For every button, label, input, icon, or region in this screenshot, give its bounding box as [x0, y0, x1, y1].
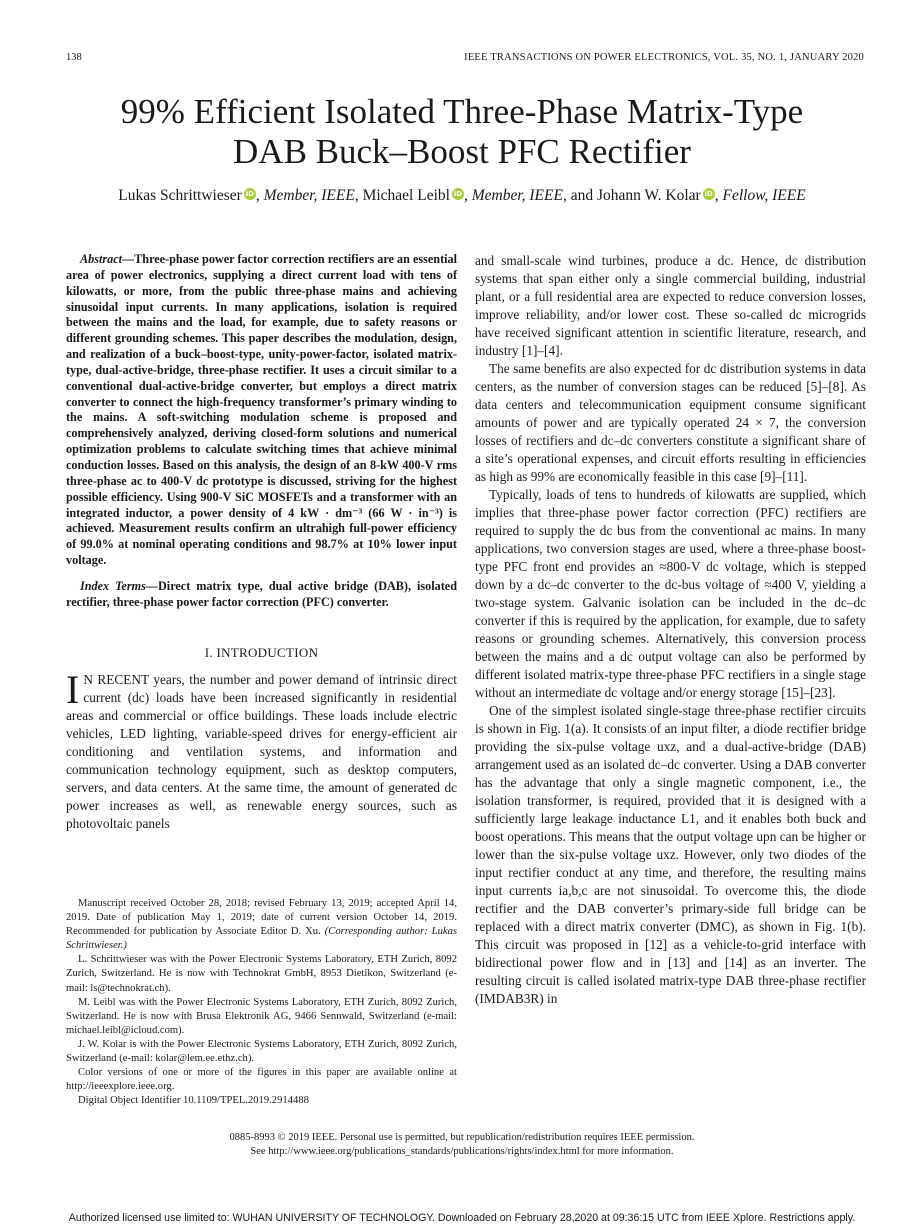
footnote-author-1: L. Schrittwieser was with the Power Electronic Systems Laboratory, ETH Zurich, 8092 Zurich, Switzerland. He is now with Technokrat GmbH, 8953 Dietikon, Switzerland (e-mail: ls@technokrat.ch).: [66, 954, 457, 994]
orcid-icon[interactable]: iD: [245, 190, 254, 198]
footnote-author-3: J. W. Kolar is with the Power Electronic Systems Laboratory, ETH Zurich, 8092 Zurich, Switzerland (e-mail: kolar@lem.ee.ethz.ch).: [66, 1038, 457, 1065]
author-1-name: Lukas Schrittwieser: [118, 187, 242, 204]
copyright-notice: [40, 1131, 884, 1159]
index-terms-label: Index Terms—: [80, 578, 158, 593]
right-paragraph-2: The same benefits are also expected for dc distribution systems in data centers, as the number of conversion stages can be reduced [5]–[8]. As data centers and telecommunication equipment consume significant amounts of power and are typically operated 24 × 7, the conversion losses of rectifiers and dc–dc converters constitute a significant share of a site’s operational expenses, and circuit efforts resulting in efficiencies as high as 99% are economically feasible in this case [9]–[11].: [475, 361, 866, 484]
index-terms: [66, 579, 457, 611]
paper-title: [40, 92, 884, 172]
footnote-doi: Digital Object Identifier 10.1109/TPEL.2019.2914488: [78, 1095, 309, 1107]
orcid-icon[interactable]: iD: [704, 190, 713, 198]
intro-paragraph-1-text: N RECENT years, the number and power demand of intrinsic direct current (dc) loads have been increased significantly in residential areas and commercial or office buildings. These loads include electric vehicles, LED lighting, variable-speed drives for energy-efficient air conditioning and ventilation systems, and information and communication technology equipment, such as desktop computers, servers, and data centers. At the same time, the amount of generated dc power increases as well, as renewable energy sources, such as photovoltaic panels: [66, 671, 457, 831]
author-1-role: Member, IEEE: [263, 187, 355, 204]
author-conjunction: , and: [562, 187, 597, 204]
drop-cap: I: [66, 666, 80, 712]
footnote-manuscript: [66, 897, 457, 953]
index-terms-text: Direct matrix type, dual active bridge (DAB), isolated rectifier, three-phase power factor correction (PFC) converter.: [66, 578, 457, 609]
title-line-1: 99% Efficient Isolated Three-Phase Matrix-Type: [120, 92, 804, 131]
journal-header: IEEE TRANSACTIONS ON POWER ELECTRONICS, VOL. 35, NO. 1, JANUARY 2020: [464, 52, 864, 63]
section-heading-introduction: I. INTRODUCTION: [204, 644, 319, 660]
author-3-role: Fellow, IEEE: [722, 187, 806, 204]
copyright-line-2: See http://www.ieee.org/publications_standards/publications/rights/index.html for more information.: [250, 1146, 674, 1157]
authorized-use-banner: Authorized licensed use limited to: WUHAN UNIVERSITY OF TECHNOLOGY. Downloaded on February 28,2020 at 09:36:15 UTC from IEEE Xplore. Restrictions apply.: [68, 1212, 856, 1224]
author-3-name: Johann W. Kolar: [596, 187, 701, 204]
abstract-label: Abstract—: [80, 252, 135, 266]
right-column: [475, 252, 866, 1008]
footnote-author-2: M. Leibl was with the Power Electronic Systems Laboratory, ETH Zurich, 8092 Zurich, Switzerland. He is now with Brusa Elektronik AG, 9466 Sennwald, Switzerland (e-mail: michael.leibl@icloud.com).: [66, 996, 457, 1036]
intro-paragraph-1: [66, 666, 457, 833]
footnote-manuscript-text: Manuscript received October 28, 2018; revised February 13, 2019; accepted April 14, 2019. Date of publication May 1, 2019; date of current version October 14, 2019. Recommended for publication by Associate Editor D. Xu.: [66, 898, 457, 938]
left-column: [66, 252, 457, 833]
author-2-role: Member, IEEE: [471, 187, 563, 204]
right-paragraph-4: One of the simplest isolated single-stage three-phase rectifier circuits is shown in Fig. 1(a). It consists of an input filter, a diode rectifier bridge providing the six-pulse voltage uxz, and a dual-active-bridge (DAB) arrangement used as an isolated dc–dc converter. Using a DAB converter has the advantage that only a single magnetic component, i.e., the isolation transformer, is required, provided that it is designed with a sufficiently large leakage inductance L1, and it enables both buck and boost operations. This means that the output voltage upn can be higher or lower than the six-pulse voltage uxz. However, only two diodes of the input rectifier conduct at any time, and therefore, the resulting mains input currents ia,b,c are not sinusoidal. To overcome this, the diode rectifier and the DAB converter’s primary-side full bridge can be replaced with a direct matrix converter (DMC), as shown in Fig. 1(b). This circuit was proposed in [12] as a vehicle-to-grid interface with bidirectional power flow and in [13] and [14] as an inverter. The resulting circuit is called isolated matrix-type DAB three-phase rectifier (IMDAB3R) in: [475, 703, 866, 1006]
author-2-name: Michael Leibl: [362, 187, 450, 204]
copyright-line-1: 0885-8993 © 2019 IEEE. Personal use is permitted, but republication/redistribution requires IEEE permission.: [229, 1132, 695, 1143]
footnotes: [66, 897, 457, 1108]
author-list: Lukas Schrittwieser iD , Member, IEEE, Michael Leibl iD , Member, IEEE, and Johann W. Kolar iD , Fellow, IEEE: [118, 187, 806, 204]
right-paragraph-3: Typically, loads of tens to hundreds of kilowatts are supplied, which implies that three-phase power factor correction (PFC) rectifiers are required to supply the dc bus from the conventional ac mains. In many applications, two conversion stages are used, where a three-phase boost-type PFC front end provides an ≈800-V dc voltage, which is stepped down by a dc–dc converter to the dc-bus voltage of ≈400 V, yielding a two-stage system. Galvanic isolation can be included in the dc–dc converter if this is required by the application, for example, due to safety reasons or grounding schemes. Alternatively, this conversion process between the mains and a dc output voltage can also be performed by different isolated matrix-type three-phase PFC rectifiers in a single stage without an intermediate dc voltage and/or energy storage [15]–[23].: [475, 487, 866, 700]
orcid-icon[interactable]: iD: [453, 190, 463, 198]
footnote-corresponding: (Corresponding author: Lukas Schrittwieser.): [66, 926, 457, 952]
right-paragraph-1: and small-scale wind turbines, produce a dc. Hence, dc distribution systems that span either only a single commercial building, industrial plant, or a full residential area are expected to reduce conversion losses, improve reliability, and/or lower cost. These so-called dc microgrids have received significant attention in scientific literature, research, and industry [1]–[4].: [475, 253, 866, 358]
title-line-2: DAB Buck–Boost PFC Rectifier: [233, 132, 691, 171]
footnote-color: Color versions of one or more of the figures in this paper are available online at http://ieeexplore.ieee.org.: [66, 1067, 457, 1093]
abstract-text: Three-phase power factor correction rectifiers are an essential area of power electronics, supplying a direct current load with tens of kilowatts, or more, from the public three-phase mains and achieving sinusoidal input currents. In many applications, isolation is required between the mains and the load, for example, due to safety reasons or different grounding schemes. This paper describes the modulation, design, and realization of a buck–boost-type, unity-power-factor, isolated matrix-type, dual-active-bridge, three-phase rectifier. It uses a circuit similar to a conventional dual-active-bridge converter, but employs a direct matrix converter to connect the high-frequency transformer’s primary winding to the mains. A soft-switching modulation scheme is proposed and comprehensively analyzed, deriving closed-form solutions and numerical optimization problems to calculate switching times that achieve minimal conduction losses. Based on this analysis, the design of an 8-kW 400-V rms three-phase ac to 400-V dc prototype is discussed, striving for the highest possible efficiency. Using 900-V SiC MOSFETs and a transformer with an integrated inductor, a power density of 4 kW · dm⁻³ (66 W · in⁻³) is achieved. Measurement results confirm an ultrahigh full-power efficiency of 99.0% at nominal operating conditions and 98.7% at 10% lower input voltage.: [66, 252, 457, 568]
page-number: 138: [66, 52, 82, 63]
abstract: [66, 252, 457, 569]
